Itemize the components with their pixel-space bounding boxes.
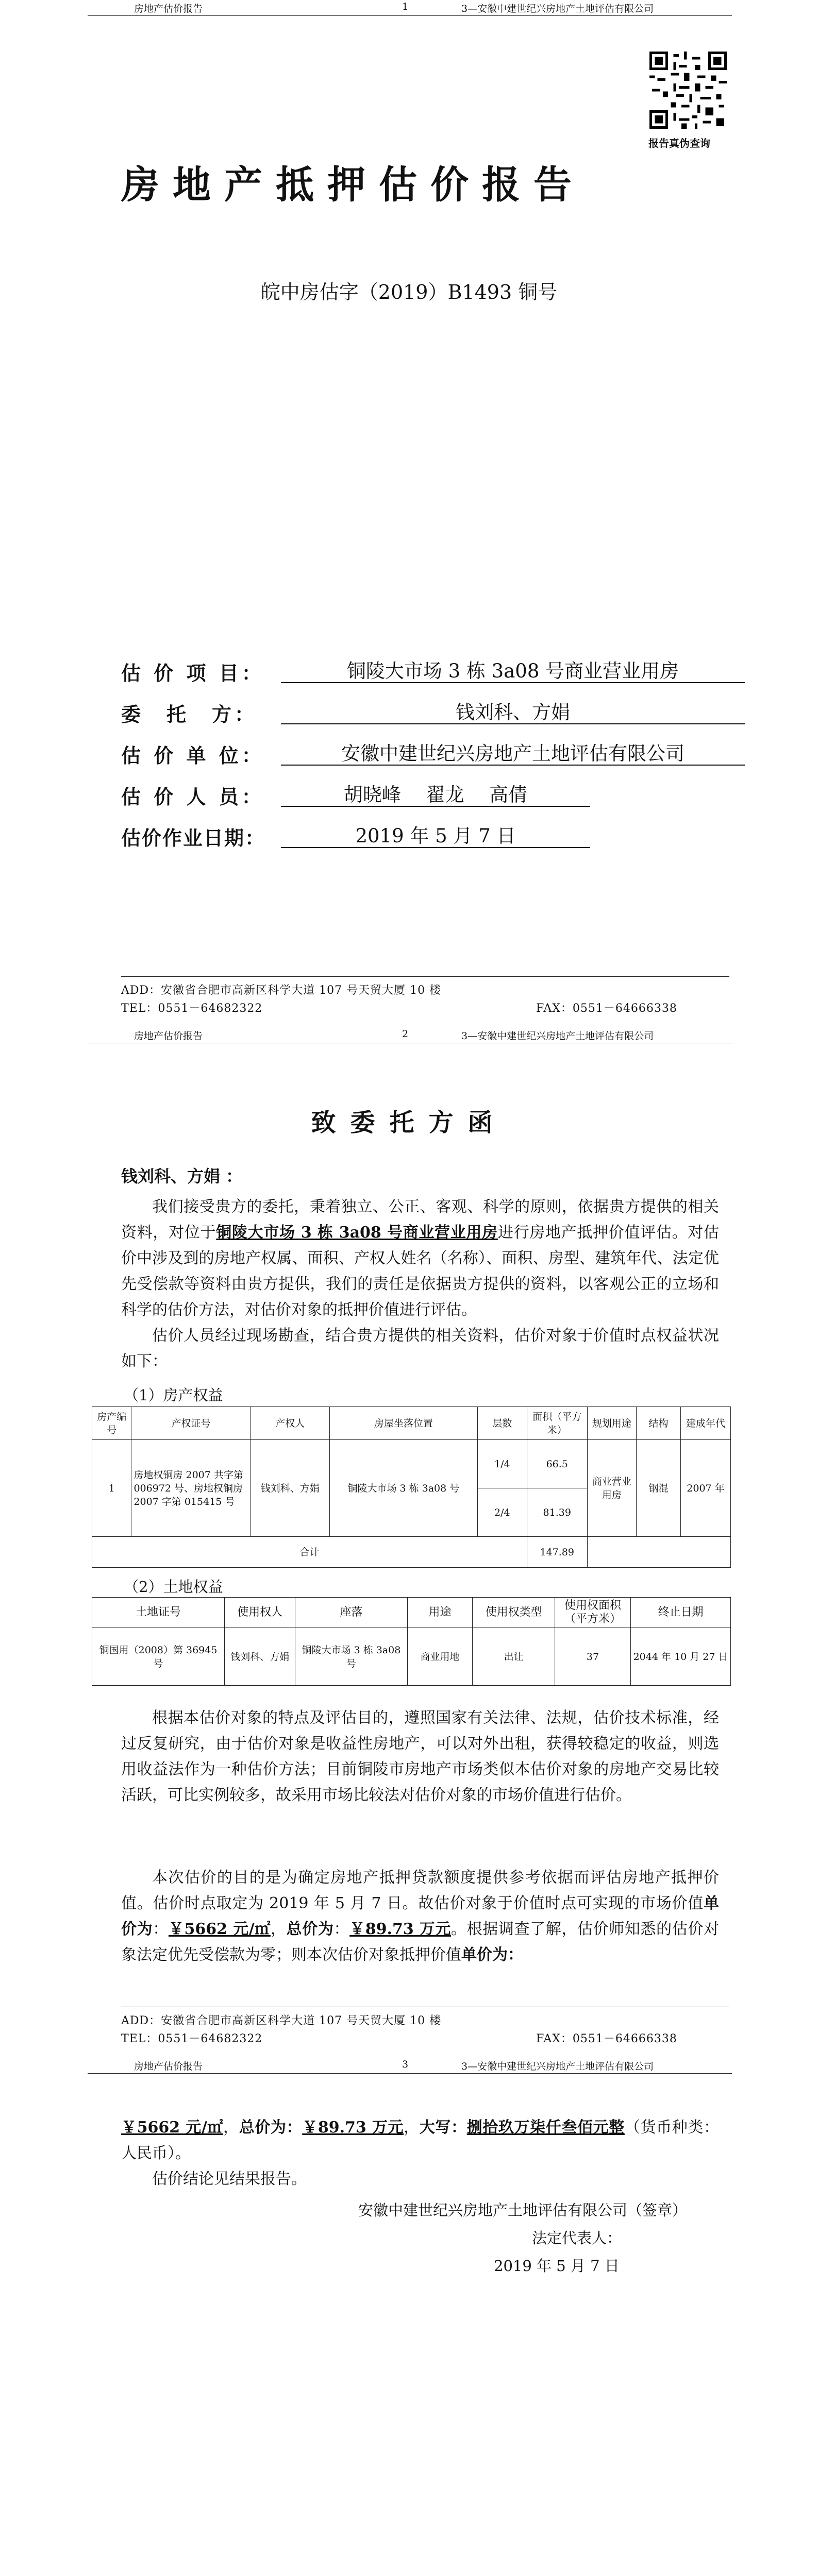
cell-no: 1 — [92, 1440, 131, 1537]
letter-paragraph-3 — [121, 1705, 719, 1808]
letter-paragraph-6 — [121, 2166, 719, 2192]
col-header: 结构 — [637, 1407, 681, 1440]
p4-text-b: 。根据调查了解，估价师知悉的估价对象法定优先受偿款为零；则本次估价对象抵押价值 — [121, 1920, 720, 1964]
p1-property: 铜陵大市场 3 栋 3a08 号商业营业用房 — [216, 1224, 498, 1242]
appraisers-value: 胡晓峰 翟龙 高倩 — [281, 779, 590, 807]
letter-paragraph-1 — [121, 1194, 719, 1323]
cell-use: 商业营业用房 — [587, 1440, 636, 1537]
p3-text: 根据本估价对象的特点及评估目的，遵照国家有关法律、法规，估价技术标准，经过反复研究，由于估价对象是收益性房地产，可以对外出租，获得较稳定的收益，则选用收益法作为一种估价方法；目前铜陵市房地产市场类似本估价对象的房地产交易比较活跃，可比实例较多，故采用市场比较法对估价对象的市场价值进行估价。 — [121, 1709, 719, 1804]
col-header: 土地证号 — [92, 1598, 225, 1628]
letter-paragraph-4: 本次估价的目的是为确定房地产抵押贷款额度提供参考依据而评估房地产抵押价值。估价时点取定为 2019 年 5 月 7 日。故估价对象于价值时点可实现的市场价值单价为：￥5662 元/㎡，总价为：￥89.73 万元。根据调查了解，估价师知悉的估价对象法定优先受偿款为零；则本次估价对象抵押价值单价为： — [121, 1869, 720, 1964]
p4-unit-value: ￥5662 元/㎡ — [168, 1920, 271, 1938]
cell-owner: 钱刘科、方娟 — [251, 1440, 329, 1537]
letter-title: 致委托方函 — [311, 1108, 507, 1137]
header-title: 房地产估价报告 — [134, 2061, 203, 2072]
col-header: 使用权面积（平方米） — [555, 1598, 630, 1628]
footer-address: ADD：安徽省合肥市高新区科学大道 107 号天贸大厦 10 楼 — [121, 2014, 442, 2027]
house-table-caption: （1）房产权益 — [124, 1386, 223, 1404]
p1-text-a: 我们接受贵方的委托，秉着独立、公正、客观、科学的原则，依据贵方提供的相关资料，对位于 — [121, 1198, 719, 1242]
project-label: 估 价 项 目： — [121, 662, 264, 685]
table-total-row — [92, 1537, 731, 1568]
work-date-value: 2019 年 5 月 7 日 — [281, 820, 590, 848]
p4-total-value: ￥89.73 万元 — [349, 1920, 452, 1938]
signer-legal-rep: 法定代表人： — [532, 2229, 622, 2247]
col-header: 面积（平方米） — [527, 1407, 587, 1440]
p4-mortgage-unit-label: 单价为： — [461, 1946, 523, 1964]
footer-fax: FAX：0551－64666338 — [536, 1002, 677, 1015]
col-header: 产权人 — [251, 1407, 329, 1440]
cell-year: 2007 年 — [681, 1440, 731, 1537]
cell-total-area: 147.89 — [527, 1537, 587, 1568]
header-page-number: 1 — [402, 1, 409, 12]
col-header: 座落 — [295, 1598, 407, 1628]
cell-empty — [587, 1537, 730, 1568]
cell-land-cert: 铜国用（2008）第 36945 号 — [92, 1628, 225, 1686]
col-header: 建成年代 — [681, 1407, 731, 1440]
col-header: 使用权类型 — [473, 1598, 555, 1628]
cell-structure: 钢混 — [637, 1440, 681, 1537]
header-title: 房地产估价报告 — [134, 1030, 203, 1042]
cell-land-area: 37 — [555, 1628, 630, 1686]
footer-tel: TEL：0551－64682322 — [121, 1002, 263, 1015]
letter-paragraph-2 — [121, 1323, 719, 1375]
report-title: 房地产抵押估价报告 — [121, 163, 585, 207]
p4-total-label: 总价为 — [286, 1920, 334, 1938]
cell-land-location: 铜陵大市场 3 栋 3a08 号 — [295, 1628, 407, 1686]
header-company: 3—安徽中建世纪兴房地产土地评估有限公司 — [461, 2061, 654, 2072]
letter-paragraph-5: ￥5662 元/㎡，总价为：￥89.73 万元，大写：捌拾玖万柒仟叁佰元整（货币种类：人民币）。 — [121, 2119, 720, 2162]
client-label: 委 托 方： — [121, 703, 258, 726]
p5-total-label: 总价为： — [239, 2119, 303, 2137]
cell-floor: 2/4 — [477, 1488, 527, 1537]
appraiser-org-label: 估 价 单 位： — [121, 744, 264, 767]
qr-code-icon — [649, 52, 727, 129]
footer-tel: TEL：0551－64682322 — [121, 2032, 263, 2045]
header-page-number: 2 — [402, 1028, 409, 1040]
p5-tail: （货币种类：人民币）。 — [121, 2119, 720, 2162]
p6-text: 估价结论见结果报告。 — [152, 2170, 307, 2188]
project-value: 铜陵大市场 3 栋 3a08 号商业营业用房 — [281, 655, 745, 683]
header-company: 3—安徽中建世纪兴房地产土地评估有限公司 — [461, 3, 654, 14]
col-header: 房屋坐落位置 — [329, 1407, 477, 1440]
col-header: 产权证号 — [131, 1407, 251, 1440]
table-header-row — [92, 1598, 731, 1628]
p4-unit-label: 单价为 — [121, 1894, 719, 1938]
signer-company: 安徽中建世纪兴房地产土地评估有限公司（签章） — [358, 2201, 688, 2219]
p5-unit-value: ￥5662 元/㎡ — [121, 2119, 224, 2137]
letter-salutation: 钱刘科、方娟 ： — [121, 1166, 243, 1186]
cell-cert: 房地权铜房 2007 共字第 006972 号、房地权铜房 2007 字第 015415 号 — [131, 1440, 251, 1537]
col-header: 房产编号 — [92, 1407, 131, 1440]
qr-code[interactable] — [649, 52, 727, 129]
p5-upper-label: 大写： — [419, 2119, 467, 2137]
signer-date: 2019 年 5 月 7 日 — [494, 2257, 620, 2275]
p1-text-c: 进行房地产抵押价值评估。对估价中涉及到的房地产权属、面积、产权人姓名（名称）、面积、房型、建筑年代、法定优先受偿款等资料由贵方提供，我们的责任是依据贵方提供的资料，以客观公正的立场和科学的估价方法，对估价对象的抵押价值进行评估。 — [121, 1224, 720, 1319]
p5-upper-value: 捌拾玖万柒仟叁佰元整 — [466, 2119, 625, 2137]
footer-fax: FAX：0551－64666338 — [536, 2032, 677, 2045]
cell-floor: 1/4 — [477, 1440, 527, 1488]
table-row — [92, 1628, 731, 1686]
table-header-row — [92, 1407, 731, 1440]
cell-location: 铜陵大市场 3 栋 3a08 号 — [329, 1440, 477, 1537]
cell-land-end-date: 2044 年 10 月 27 日 — [631, 1628, 731, 1686]
p2-text: 估价人员经过现场勘查，结合贵方提供的相关资料，估价对象于价值时点权益状况如下： — [121, 1327, 719, 1370]
appraiser-org-value: 安徽中建世纪兴房地产土地评估有限公司 — [281, 738, 745, 766]
house-rights-table — [92, 1406, 731, 1568]
cell-total-label: 合计 — [92, 1537, 527, 1568]
cell-land-right-type: 出让 — [473, 1628, 555, 1686]
report-number: 皖中房估字（2019）B1493 铜号 — [260, 281, 558, 303]
cell-area: 81.39 — [527, 1488, 587, 1537]
col-header: 层数 — [477, 1407, 527, 1440]
col-header: 终止日期 — [631, 1598, 731, 1628]
client-value: 钱刘科、方娟 — [281, 697, 745, 724]
table-row — [92, 1440, 731, 1488]
header-title: 房地产估价报告 — [134, 3, 203, 14]
header-company: 3—安徽中建世纪兴房地产土地评估有限公司 — [461, 1030, 654, 1042]
col-header: 规划用途 — [587, 1407, 636, 1440]
work-date-label: 估价作业日期： — [121, 826, 266, 850]
running-header — [88, 2059, 732, 2074]
header-page-number: 3 — [402, 2059, 409, 2070]
appraisers-label: 估 价 人 员： — [121, 785, 264, 808]
footer-rule — [121, 976, 729, 977]
p5-total-value: ￥89.73 万元 — [302, 2119, 404, 2137]
col-header: 使用权人 — [225, 1598, 295, 1628]
running-header — [88, 1028, 732, 1043]
cell-area: 66.5 — [527, 1440, 587, 1488]
cell-land-use: 商业用地 — [407, 1628, 473, 1686]
p4-text-a: 本次估价的目的是为确定房地产抵押贷款额度提供参考依据而评估房地产抵押价值。估价时点取定为 2019 年 5 月 7 日。故估价对象于价值时点可实现的市场价值 — [121, 1869, 719, 1912]
footer-address: ADD：安徽省合肥市高新区科学大道 107 号天贸大厦 10 楼 — [121, 984, 442, 997]
qr-caption: 报告真伪查询 — [648, 137, 710, 149]
land-rights-table — [92, 1597, 731, 1686]
col-header: 用途 — [407, 1598, 473, 1628]
land-table-caption: （2）土地权益 — [124, 1578, 223, 1596]
cell-land-owner: 钱刘科、方娟 — [225, 1628, 295, 1686]
running-header — [88, 1, 732, 16]
